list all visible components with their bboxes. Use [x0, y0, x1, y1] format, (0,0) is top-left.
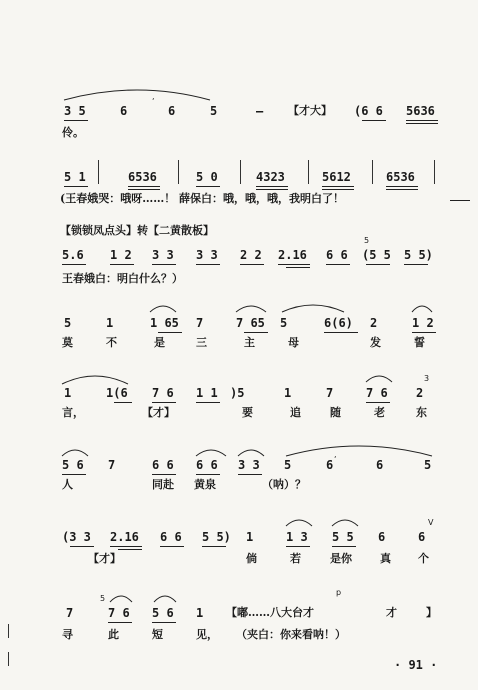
margin-mark	[8, 624, 9, 638]
score-row-4	[0, 302, 478, 354]
note-group: (6 6	[354, 104, 383, 118]
beam-line	[118, 549, 142, 550]
margin-dash	[450, 200, 470, 201]
lyric-char: 是你	[330, 552, 352, 565]
slur-arc	[364, 372, 394, 384]
note-group: 1	[196, 606, 204, 620]
lyric-char: （夹白：你来看呐！）	[236, 628, 346, 641]
note-group: 5.6	[62, 248, 84, 262]
score-row-2	[0, 158, 478, 208]
note-group: 5 6	[152, 606, 174, 620]
ornament-mark: p	[336, 588, 342, 597]
lyric-char: 倘	[246, 552, 257, 565]
note-group: 7	[196, 316, 204, 330]
beam-line	[152, 474, 176, 475]
note-group: 6 6	[152, 458, 174, 472]
bar-line	[308, 160, 309, 184]
slur-arc	[108, 592, 134, 604]
beam-line	[240, 264, 264, 265]
page-number: · 91 ·	[394, 658, 438, 672]
lyric-char: 同赴	[152, 478, 174, 491]
beam-line	[412, 332, 436, 333]
note-group: 1 3	[286, 530, 308, 544]
lyric-char: 莫	[62, 336, 73, 349]
note-group: 5 0	[196, 170, 218, 184]
note-group: 6	[326, 458, 334, 472]
slur-arc	[236, 446, 266, 458]
note-group: 5 1	[64, 170, 86, 184]
note-group: 7 6	[366, 386, 388, 400]
beam-line	[322, 189, 354, 190]
note-group: 6(6)	[324, 316, 353, 330]
slur-arc	[60, 446, 90, 458]
lyric-char: 黄泉	[194, 478, 216, 491]
beam-line	[256, 186, 288, 187]
beam-line	[286, 546, 310, 547]
note-group: 1 65	[150, 316, 179, 330]
note-group: 5612	[322, 170, 351, 184]
beam-line	[366, 402, 390, 403]
note-group: 1	[64, 386, 72, 400]
score-row-5	[0, 372, 478, 424]
note-group: 7 6	[152, 386, 174, 400]
lyric-char: 三	[196, 336, 207, 349]
note-group: 6536	[386, 170, 415, 184]
note-group: 5636	[406, 104, 435, 118]
lyric-char: 若	[290, 552, 301, 565]
beam-line	[326, 264, 350, 265]
lyric-char: 发	[370, 336, 381, 349]
bar-line	[240, 160, 241, 184]
bar-line	[178, 160, 179, 184]
beam-line	[62, 264, 86, 265]
lyric-char: 寻	[62, 628, 73, 641]
note-group: 2	[416, 386, 424, 400]
beam-line	[128, 186, 160, 187]
note-group: 6	[168, 104, 176, 118]
lyric-char: 不	[106, 336, 117, 349]
lyric-char: 个	[418, 552, 429, 565]
slur-arc	[148, 302, 178, 314]
note-group: 2.16	[110, 530, 139, 544]
note-group: 5 6	[62, 458, 84, 472]
slur-arc	[152, 592, 178, 604]
beam-line	[152, 622, 176, 623]
score-row-3	[0, 222, 478, 292]
beam-line	[158, 332, 182, 333]
beam-line	[406, 123, 438, 124]
beam-line	[196, 264, 220, 265]
slur-arc	[60, 372, 130, 386]
note-group: 7 65	[236, 316, 265, 330]
beam-line	[404, 264, 428, 265]
score-row-7	[0, 512, 478, 568]
note-group: 1 2	[412, 316, 434, 330]
note-group: 1	[246, 530, 254, 544]
lyric: 伶。	[62, 126, 84, 139]
note-group: 5	[64, 316, 72, 330]
slur-arc	[284, 516, 314, 528]
lyric-char: （呐）？	[262, 478, 306, 491]
lyric-char: 母	[288, 336, 299, 349]
note-group: 1 2	[110, 248, 132, 262]
note-group: 2.16	[278, 248, 307, 262]
note-group: 6	[378, 530, 386, 544]
beam-line	[278, 264, 310, 265]
lyric-char: 【才】	[88, 552, 121, 565]
lyric-char: 追	[290, 406, 301, 419]
bar-line	[98, 160, 99, 184]
note-group: 7	[108, 458, 116, 472]
beam-line	[110, 546, 142, 547]
score-row-8	[0, 588, 478, 648]
lyric-char: 见，	[196, 628, 218, 641]
beam-line	[64, 186, 88, 187]
note-group: 6	[376, 458, 384, 472]
lyric-char: 誓	[414, 336, 425, 349]
note-group: 2	[370, 316, 378, 330]
note-group: –	[256, 104, 264, 118]
beam-line	[196, 474, 220, 475]
note-group: )5	[230, 386, 245, 400]
note-group: 1	[284, 386, 292, 400]
percussion-cue: 】	[426, 606, 437, 619]
margin-mark	[8, 652, 9, 666]
note-group: 5	[210, 104, 218, 118]
beam-line	[62, 474, 86, 475]
note-group: 1 1	[196, 386, 218, 400]
slur-arc	[62, 84, 212, 104]
lyric: (王春娥哭：哦呀……！ 薛保白：哦，哦，哦，我明白了！	[60, 192, 345, 205]
slur-arc	[284, 440, 434, 458]
percussion-cue: 【才大】	[288, 104, 332, 117]
beam-line	[244, 332, 268, 333]
slur-arc	[280, 302, 346, 314]
ornament-mark: 5	[364, 236, 370, 245]
accent-mark: V	[428, 518, 434, 527]
beam-line	[128, 189, 160, 190]
lyric-char: 随	[330, 406, 341, 419]
beam-line	[110, 264, 134, 265]
beam-line	[108, 622, 132, 623]
beam-line	[332, 546, 356, 547]
breath-mark: ,	[334, 450, 337, 459]
bar-line	[434, 160, 435, 184]
beam-line	[324, 332, 358, 333]
lyric-char: 老	[374, 406, 385, 419]
beam-line	[160, 546, 184, 547]
beam-line	[196, 402, 220, 403]
beam-line	[152, 264, 176, 265]
lyric-char: 是	[154, 336, 165, 349]
lyric-char: 真	[380, 552, 391, 565]
note-group: 7	[326, 386, 334, 400]
slur-arc	[410, 302, 434, 314]
lyric-char: 【才】	[142, 406, 175, 419]
note-group: 3 3	[196, 248, 218, 262]
note-group: 5	[280, 316, 288, 330]
note-group: 6536	[128, 170, 157, 184]
note-group: 3 5	[64, 104, 86, 118]
note-group: 5 5)	[404, 248, 433, 262]
note-group: 5 5	[332, 530, 354, 544]
bar-line	[372, 160, 373, 184]
note-group: 5 5)	[202, 530, 231, 544]
note-group: 1(6	[106, 386, 128, 400]
percussion-cue: 才	[386, 606, 397, 619]
lyric-char: 言，	[62, 406, 84, 419]
ornament-mark: 3	[424, 374, 430, 383]
beam-line	[238, 474, 262, 475]
lyric-char: 此	[108, 628, 119, 641]
lyric: 王春娥白：明白什么？）	[62, 272, 183, 285]
beam-line	[256, 189, 288, 190]
score-row-1	[0, 84, 478, 144]
note-group: 5	[284, 458, 292, 472]
slur-arc	[234, 302, 268, 314]
beam-line	[202, 546, 226, 547]
beam-line	[362, 120, 386, 121]
note-group: 4323	[256, 170, 285, 184]
slur-arc	[330, 516, 360, 528]
score-row-6	[0, 440, 478, 496]
note-group: (3 3	[62, 530, 91, 544]
lyric-char: 人	[62, 478, 73, 491]
beam-line	[286, 267, 310, 268]
note-group: 3 3	[152, 248, 174, 262]
lyric-char: 要	[242, 406, 253, 419]
note-group: 7	[66, 606, 74, 620]
lyric-char: 主	[244, 336, 255, 349]
beam-line	[114, 402, 132, 403]
note-group: 7 6	[108, 606, 130, 620]
slur-arc	[194, 446, 228, 458]
note-group: 6 6	[160, 530, 182, 544]
note-group: 5	[424, 458, 432, 472]
note-group: 6 6	[196, 458, 218, 472]
beam-line	[386, 186, 418, 187]
note-group: (5 5	[362, 248, 391, 262]
beam-line	[386, 189, 418, 190]
beam-line	[70, 546, 94, 547]
beam-line	[366, 264, 390, 265]
note-group: 2 2	[240, 248, 262, 262]
lyric-char: 东	[416, 406, 427, 419]
percussion-cue: 【嘟……八大台才	[226, 606, 314, 619]
section-heading: 【锁锁凤点头】转【二黄散板】	[60, 224, 214, 237]
note-group: 6	[418, 530, 426, 544]
beam-line	[196, 186, 220, 187]
beam-line	[152, 402, 176, 403]
lyric-char: 短	[152, 628, 163, 641]
beam-line	[322, 186, 354, 187]
note-group: 6 6	[326, 248, 348, 262]
ornament-mark: 5	[100, 594, 106, 603]
note-group: 3 3	[238, 458, 260, 472]
beam-line	[64, 120, 88, 121]
note-group: 6	[120, 104, 128, 118]
beam-line	[406, 120, 438, 121]
breath-mark: ,	[152, 92, 155, 101]
note-group: 1	[106, 316, 114, 330]
